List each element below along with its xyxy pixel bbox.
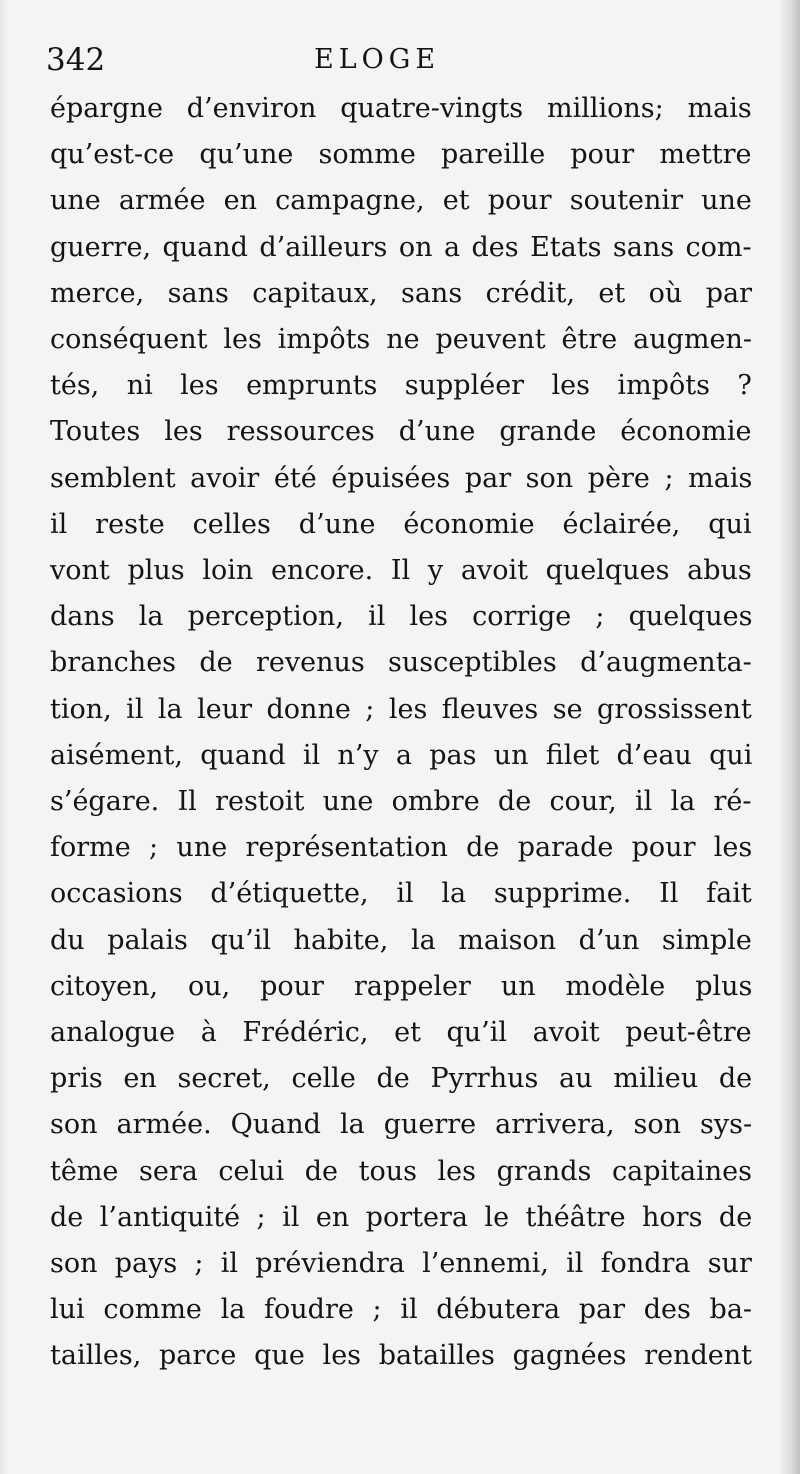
text-line: occasions d’étiquette, il la supprime. Il fait [50, 878, 752, 910]
text-line: pris en secret, celle de Pyrrhus au milieu de [50, 1063, 753, 1095]
text-line: s’égare. Il restoit une ombre de cour, il la ré- [50, 786, 752, 817]
text-line: semblent avoir été épuisées par son père ; mais [50, 462, 753, 494]
text-line: son pays ; il préviendra l’ennemi, il fondra sur [50, 1248, 752, 1279]
text-line: du palais qu’il habite, la maison d’un simple [50, 924, 752, 956]
text-line: forme ; une représentation de parade pour les [50, 832, 753, 864]
text-line: Toutes les ressources d’une grande économie [50, 416, 752, 448]
text-line: citoyen, ou, pour rappeler un modèle plus [50, 970, 753, 1002]
text-line: conséquent les impôts ne peuvent être augmen- [50, 324, 753, 355]
text-line: il reste celles d’une économie éclairée, qui [50, 508, 752, 540]
running-head [46, 40, 766, 80]
text-line: dans la perception, il les corrige ; quelques [50, 601, 753, 633]
text-line: branches de revenus susceptibles d’augmenta- [50, 647, 752, 679]
text-line: tion, il la leur donne ; les fleuves se grossissent [50, 693, 752, 725]
text-line: tés, ni les emprunts suppléer les impôts ? [50, 370, 752, 402]
text-line: lui comme la foudre ; il débutera par des ba- [50, 1294, 753, 1326]
text-line: aisément, quand il n’y a pas un filet d’eau qui [50, 739, 753, 771]
text-line: vont plus loin encore. Il y avoit quelques abus [50, 555, 752, 586]
text-line: de l’antiquité ; il en portera le théâtre hors de [50, 1201, 753, 1233]
text-line: qu’est-ce qu’une somme pareille pour mettre [50, 139, 752, 171]
text-line: analogue à Frédéric, et qu’il avoit peut-être [50, 1017, 752, 1048]
text-line: guerre, quand d’ailleurs on a des Etats sans com- [50, 231, 752, 263]
page-gutter-shadow [778, 0, 800, 1474]
text-line: merce, sans capitaux, sans crédit, et où par [50, 277, 753, 309]
page-left-shadow [0, 0, 8, 1474]
text-line: une armée en campagne, et pour soutenir une [50, 185, 752, 217]
page-number: 342 [46, 42, 106, 78]
text-line: tailles, parce que les batailles gagnées rendent [50, 1340, 752, 1372]
text-line: son armée. Quand la guerre arrivera, son sys- [50, 1109, 753, 1141]
text-line: tême sera celui de tous les grands capitaines [50, 1155, 752, 1187]
running-head-title: ELOGE [314, 44, 441, 75]
text-line: épargne d’environ quatre-vingts millions; mais [50, 93, 752, 124]
